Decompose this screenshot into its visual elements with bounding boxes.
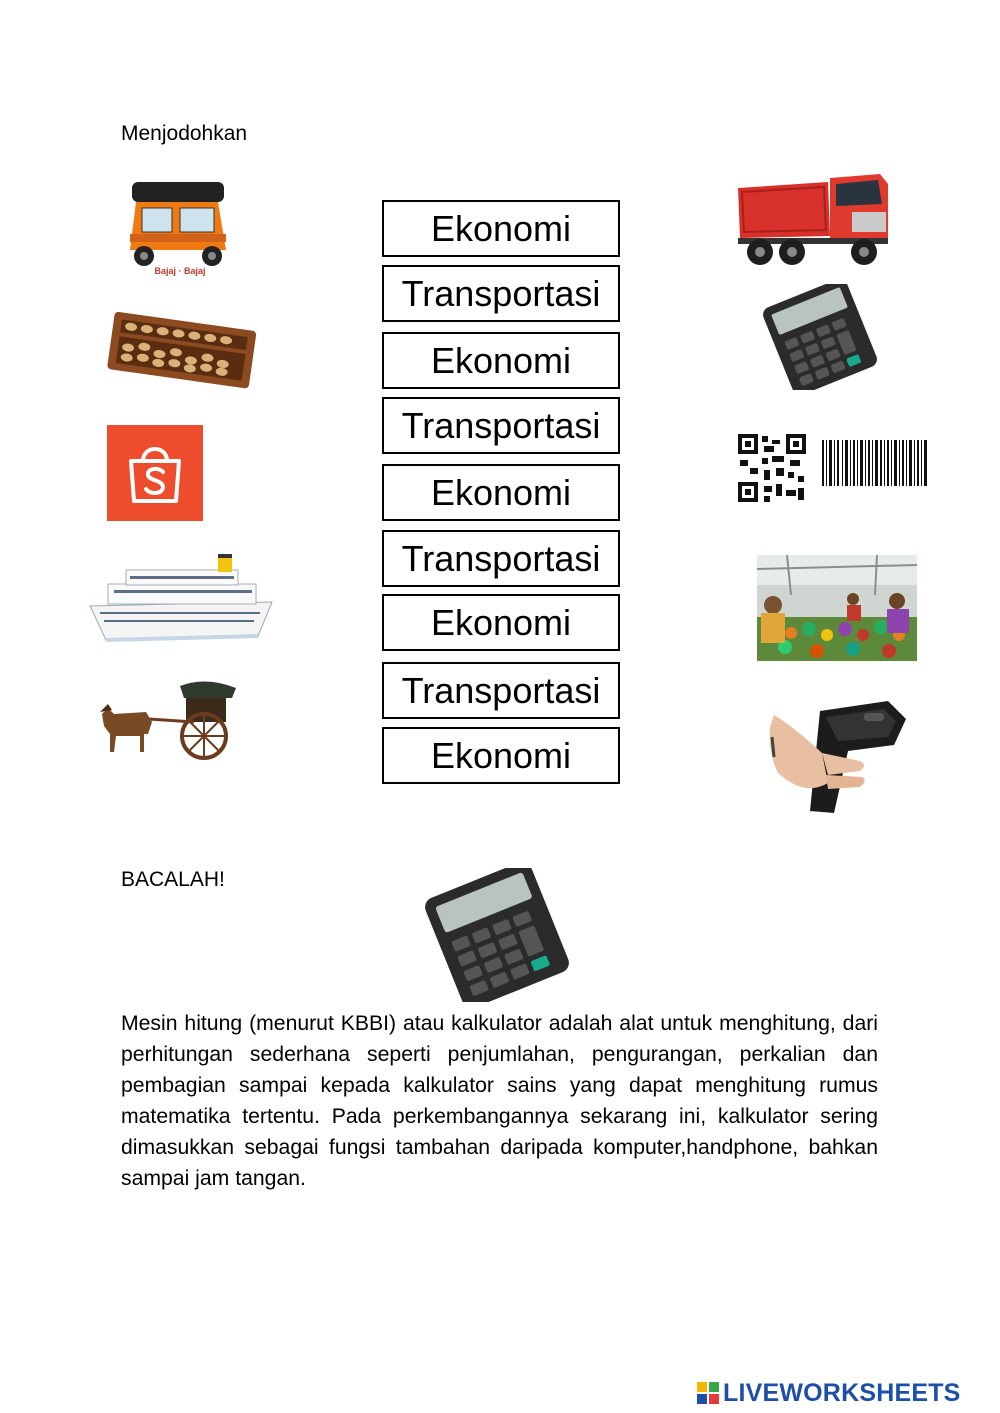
liveworksheets-logo[interactable] xyxy=(697,1377,961,1409)
calculator-illustration xyxy=(418,868,576,1002)
liveworksheets-logo-icon xyxy=(697,1382,719,1404)
answer-box-4[interactable]: Transportasi xyxy=(382,397,620,454)
barcode-scanner-image xyxy=(764,697,912,817)
dump-truck-image xyxy=(732,160,894,272)
calculator-image xyxy=(757,284,883,390)
qr-barcode-image xyxy=(736,432,932,504)
answer-box-7[interactable]: Ekonomi xyxy=(382,594,620,651)
matching-heading: Menjodohkan xyxy=(121,122,248,145)
horse-cart-image xyxy=(94,678,244,763)
answer-box-3[interactable]: Ekonomi xyxy=(382,332,620,389)
reading-paragraph: Mesin hitung (menurut KBBI) atau kalkulator adalah alat untuk menghitung, dari perhitungan sederhana seperti penjumlahan, pengurangan, perkalian dan pembagian sampai kepada kalkulator sains yang dapat menghitung rumus matematika tertentu. Pada perkembangannya sekarang ini, kalkulator sering dimasukkan sebagai fungsi tambahan daripada komputer,handphone, bahkan sampai jam tangan. xyxy=(121,1012,878,1190)
abacus-image xyxy=(104,305,259,400)
answer-box-2[interactable]: Transportasi xyxy=(382,265,620,322)
answer-box-8[interactable]: Transportasi xyxy=(382,662,620,719)
answer-box-1[interactable]: Ekonomi xyxy=(382,200,620,257)
footer-brand: LIVEWORKSHEETS xyxy=(723,1378,961,1407)
market-image xyxy=(757,555,917,661)
bajaj-caption: Bajaj · Bajaj xyxy=(154,266,206,276)
answer-box-6[interactable]: Transportasi xyxy=(382,530,620,587)
reading-heading: BACALAH! xyxy=(121,868,225,891)
bajaj-image xyxy=(118,172,243,280)
answer-box-9[interactable]: Ekonomi xyxy=(382,727,620,784)
shopee-icon xyxy=(107,425,203,521)
answer-box-5[interactable]: Ekonomi xyxy=(382,464,620,521)
cruise-ship-image xyxy=(86,542,278,647)
